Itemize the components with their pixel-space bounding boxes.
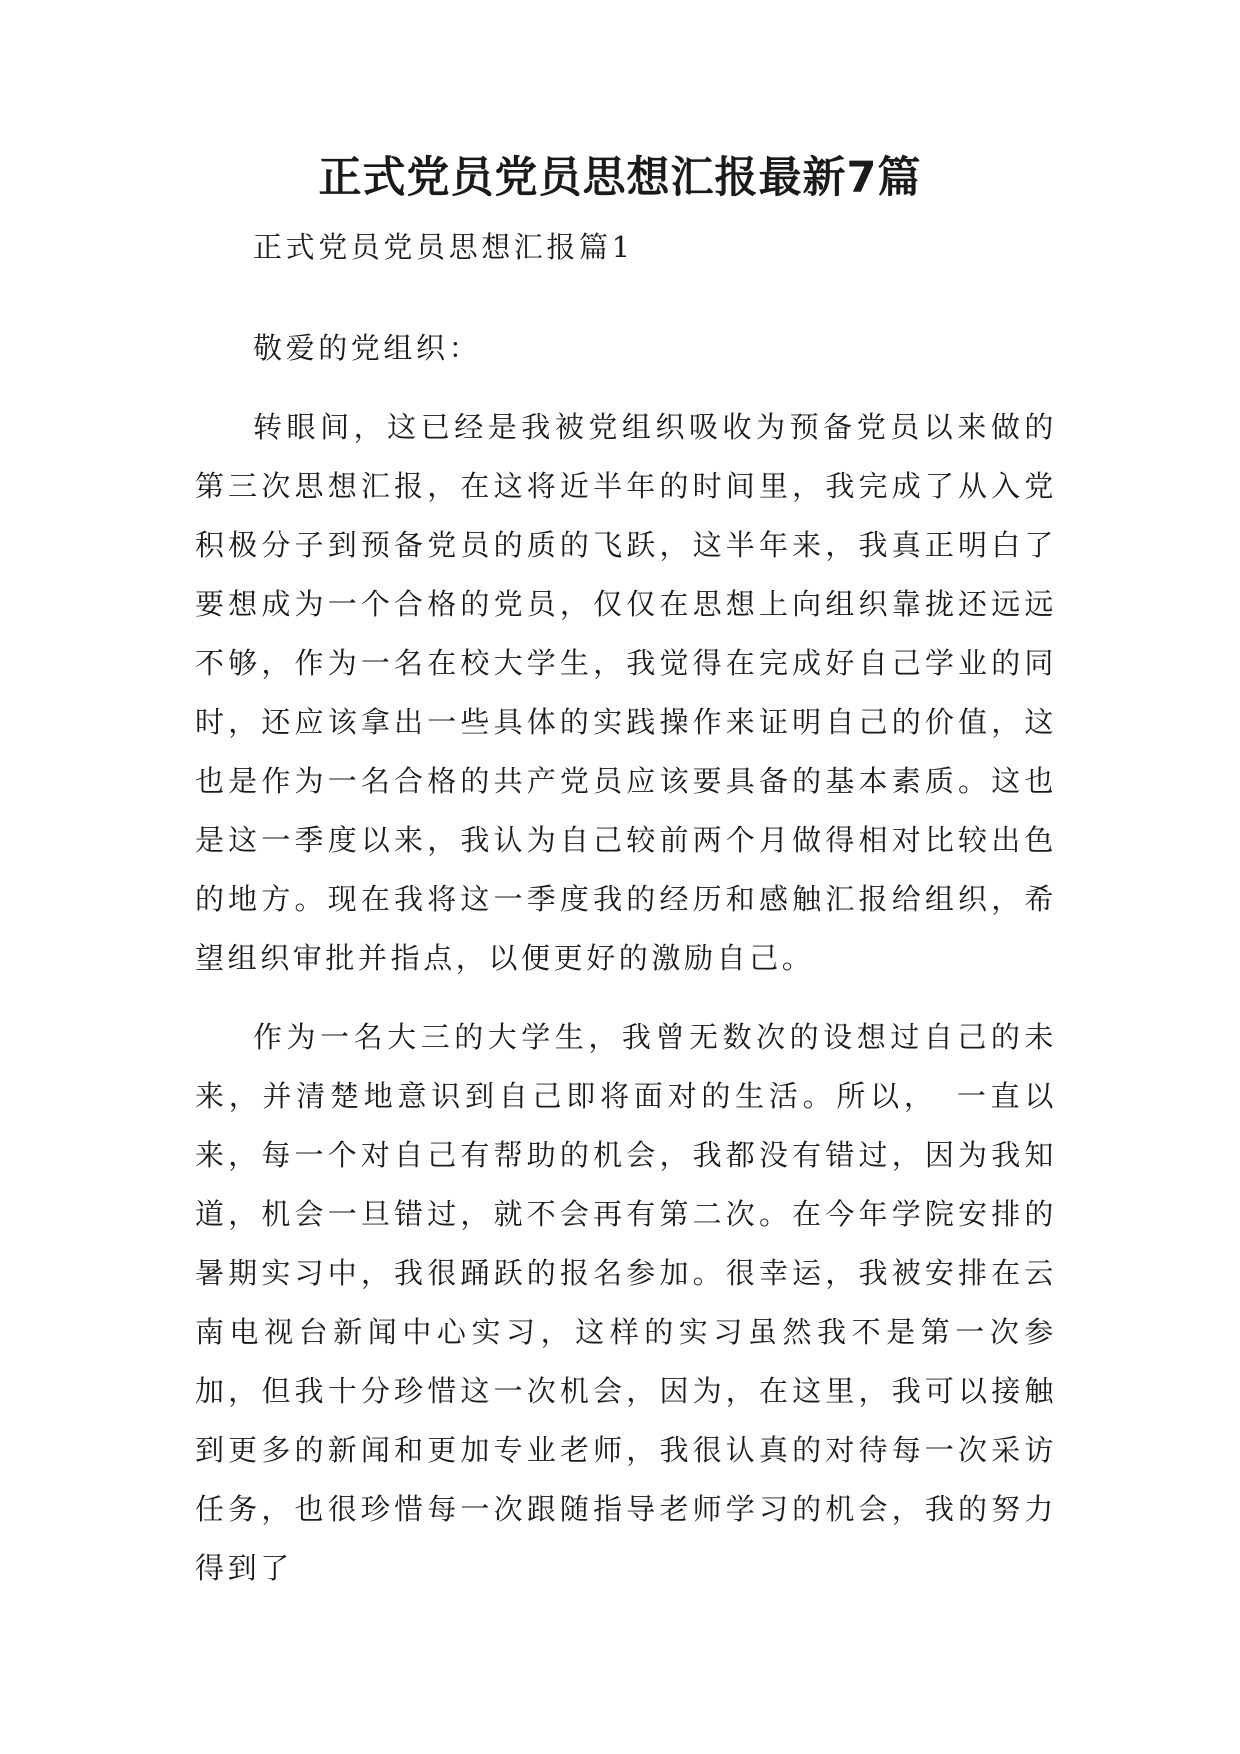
section-heading: 正式党员党员思想汇报篇1 — [253, 230, 634, 264]
document-body — [195, 218, 1057, 1618]
body-paragraph-2: 作为一名大三的大学生，我曾无数次的设想过自己的未来，并清楚地意识到自己即将面对的生活。所以， 一直以来，每一个对自己有帮助的机会，我都没有错过，因为我知道，机会一旦错过，就不会再有第二次。在今年学院安排的暑期实习中，我很踊跃的报名参加。很幸运，我被安排在云南电视台新闻中心实习，这样的实习虽然我不是第一次参加，但我十分珍惜这一次机会，因为，在这里，我可以接触到更多的新闻和更加专业老师，我很认真的对待每一次采访任务，也很珍惜每一次跟随指导老师学习的机会，我的努力得到了 — [195, 1020, 1057, 1585]
body-paragraph-1: 转眼间，这已经是我被党组织吸收为预备党员以来做的第三次思想汇报，在这将近半年的时间里，我完成了从入党积极分子到预备党员的质的飞跃，这半年来，我真正明白了要想成为一个合格的党员，仅仅在思想上向组织靠拢还远远不够，作为一名在校大学生，我觉得在完成好自己学业的同时，还应该拿出一些具体的实践操作来证明自己的价值，这也是作为一名合格的共产党员应该要具备的基本素质。这也是这一季度以来，我认为自己较前两个月做得相对比较出色的地方。现在我将这一季度我的经历和感触汇报给组织，希望组织审批并指点，以便更好的激励自己。 — [195, 410, 1057, 975]
salutation: 敬爱的党组织： — [253, 331, 482, 365]
document-title: 正式党员党员思想汇报最新7篇 — [318, 153, 922, 203]
